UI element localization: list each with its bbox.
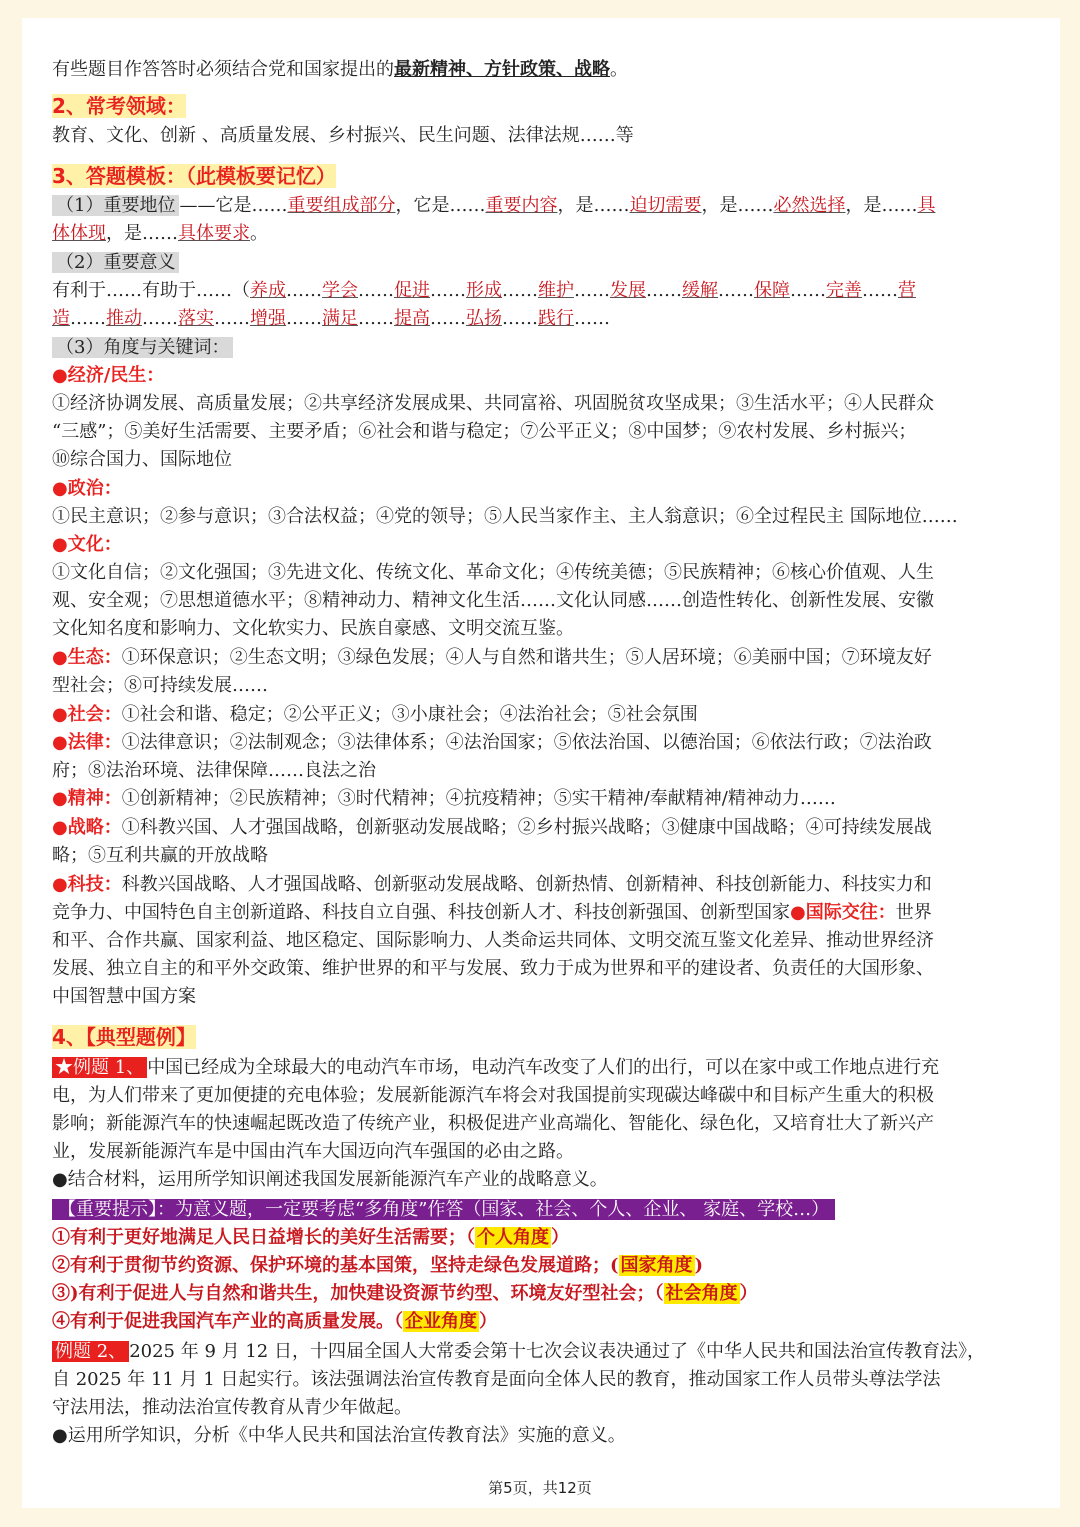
econ-line-3: ⑩综合国力、国际地位 [52,449,232,470]
bullet-dot-icon: ● [52,874,68,895]
example-2-line-1: 例题 2、 2025 年 9 月 12 日，十四届全国人大常委会第十七次会议表决通过了《中华人民共和国法治宣传教育法》， [52,1338,985,1366]
example-2-line-3: 守法用法，推动法治宣传教育从青少年做起。 [52,1397,412,1418]
politics-heading: ●政治： [52,478,122,499]
bullet-dot-icon: ● [52,788,68,809]
example-1-question: ●结合材料，运用所学知识阐述我国发展新能源汽车产业的战略意义。 [52,1169,608,1190]
bullet-dot-icon: ● [790,902,806,923]
politics-line-1: ①民主意识；②参与意识；③合法权益；④党的领导；⑤人民当家作主、主人翁意识；⑥全过程民主 国际地位…… [52,506,958,527]
example-2-question: ●运用所学知识，分析《中华人民共和国法治宣传教育法》实施的意义。 [52,1425,626,1446]
society-line: ●社会：①社会和谐、稳定；②公平正义；③小康社会；④法治社会；⑤社会氛围 [52,704,698,725]
example-1-line-4: 业，发展新能源汽车是中国由汽车大国迈向汽车强国的必由之路。 [52,1141,574,1162]
significance-line-1: 有利于……有助于……（养成……学会……促进……形成……维护……发展……缓解……保障……完善……营 [52,280,916,301]
tech-line-5: 中国智慧中国方案 [52,986,196,1007]
answer-3: ③)有利于促进人与自然和谐共生，加快建设资源节约型、环境友好型社会；（ 社会角度 ） [52,1283,758,1304]
bullet-dot-icon: ● [52,478,68,499]
important-tip: 【重要提示】：为意义题，一定要考虑“多角度”作答（国家、社会、个人、企业、 家庭、学校…） [52,1199,835,1220]
law-line-1: ●法律：①法律意识；②法制观念；③法律体系；④法治国家；⑤依法治国、以德治国；⑥依法行政；⑦法治政 [52,732,932,753]
example-1-line-2: 电，为人们带来了更加便捷的充电体验；发展新能源汽车将会对我国提前实现碳达峰碳中和目标产生重大的积极 [52,1085,934,1106]
page-number-footer: 第5页，共12页 [488,1479,592,1497]
example-2-line-2: 自 2025 年 11 月 1 日起实行。该法强调法治宣传教育是面向全体人民的教育，推动国家工作人员带头尊法学法 [52,1369,941,1390]
example-1-line-3: 影响；新能源汽车的快速崛起既改造了传统产业，积极促进产业高端化、智能化、绿色化，又培育壮大了新兴产 [52,1113,934,1134]
significance-label: （2）重要意义 [52,252,179,273]
bullet-dot-icon: ● [52,732,68,753]
econ-heading: ●经济/民生： [52,365,165,386]
position-line-1: （1）重要地位 ——它是……重要组成部分，它是……重要内容，是……迫切需要，是……必然选择，是……具 [52,192,935,220]
section-3-title: 3、答题模板：（此模板要记忆） [52,164,336,188]
culture-line-1: ①文化自信；②文化强国；③先进文化、传统文化、革命文化；④传统美德；⑤民族精神；⑥核心价值观、人生 [52,562,934,583]
section-4-title: 4、【典型题例】 [52,1025,196,1049]
ecology-line-2: 型社会；⑧可持续发展…… [52,675,268,696]
culture-line-3: 文化知名度和影响力、文化软实力、民族自豪感、文明交流互鉴。 [52,618,574,639]
section-2-text: 教育、文化、创新 、高质量发展、乡村振兴、民生问题、法律法规……等 [52,125,634,146]
answer-1: ①有利于更好地满足人民日益增长的美好生活需要；（ 个人角度 ） [52,1227,569,1248]
bullet-dot-icon: ● [52,365,68,386]
culture-heading: ●文化： [52,534,122,555]
angles-label: （3）角度与关键词： [52,337,233,358]
strategy-line-2: 略；⑤互利共赢的开放战略 [52,845,268,866]
law-line-2: 府；⑧法治环境、法律保障……良法之治 [52,760,376,781]
section-2-title: 2、常考领域： [52,94,186,118]
intro-line: 有些题目作答答时必须结合党和国家提出的最新精神、方针政策、战略。 [52,59,628,80]
bullet-dot-icon: ● [52,704,68,725]
example-1-line-1: ★例题 1、 中国已经成为全球最大的电动汽车市场，电动汽车改变了人们的出行，可以在家中或工作地点进行充 [52,1054,939,1082]
bullet-dot-icon: ● [52,817,68,838]
tech-line-3: 和平、合作共赢、国家利益、地区稳定、国际影响力、人类命运共同体、文明交流互鉴文化差异、推动世界经济 [52,930,934,951]
answer-2: ②有利于贯彻节约资源、保护环境的基本国策，坚持走绿色发展道路；( 国家角度 ) [52,1255,704,1276]
tech-line-2: 竞争力、中国特色自主创新道路、科技自立自强、科技创新人才、科技创新强国、创新型国家●国际交往：世界 [52,902,932,923]
tech-line-4: 发展、独立自主的和平外交政策、维护世界的和平与发展、致力于成为世界和平的建设者、负责任的大国形象、 [52,958,934,979]
spirit-line: ●精神：①创新精神；②民族精神；③时代精神；④抗疫精神；⑤实干精神/奉献精神/精神动力…… [52,788,836,809]
culture-line-2: 观、安全观；⑦思想道德水平；⑧精神动力、精神文化生活……文化认同感……创造性转化、创新性发展、安徽 [52,590,934,611]
econ-line-1: ①经济协调发展、高质量发展；②共享经济发展成果、共同富裕、巩固脱贫攻坚成果；③生活水平；④人民群众 [52,393,934,414]
document-page [22,18,1060,1508]
answer-4: ④有利于促进我国汽车产业的高质量发展。（ 企业角度 ） [52,1311,497,1332]
ecology-line-1: ●生态：①环保意识；②生态文明；③绿色发展；④人与自然和谐共生；⑤人居环境；⑥美丽中国；⑦环境友好 [52,647,932,668]
econ-line-2: “三感”；⑤美好生活需要、主要矛盾；⑥社会和谐与稳定；⑦公平正义；⑧中国梦；⑨农村发展、乡村振兴； [52,421,917,442]
tech-line-1: ●科技：科教兴国战略、人才强国战略、创新驱动发展战略、创新热情、创新精神、科技创新能力、科技实力和 [52,874,932,895]
bullet-dot-icon: ● [52,647,68,668]
significance-line-2: 造……推动……落实……增强……满足……提高……弘扬……践行…… [52,308,610,329]
bullet-dot-icon: ● [52,534,68,555]
strategy-line-1: ●战略：①科教兴国、人才强国战略，创新驱动发展战略；②乡村振兴战略；③健康中国战略；④可持续发展战 [52,817,932,838]
position-line-2: 体体现，是……具体要求。 [52,223,268,244]
